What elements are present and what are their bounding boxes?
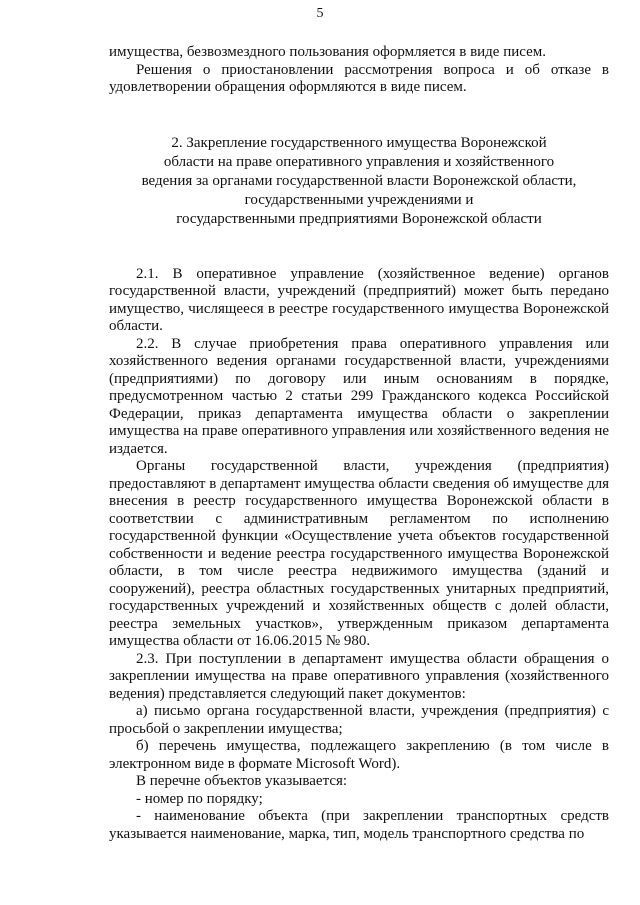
section-heading-line: 2. Закрепление государственного имущества Воронежской — [171, 134, 547, 151]
paragraph-refusal-decisions: Решения о приостановлении рассмотрения вопроса и об отказе в удовлетворении обращения оформляются в виде писем. — [109, 61, 609, 95]
clause-2-1: 2.1. В оперативное управление (хозяйственное ведение) органов государственной власти, учреждений (предприятий) может быть передано имущество, числящееся в реестре государственного имущества Воронежской области. — [109, 265, 609, 334]
document-body — [109, 44, 609, 843]
section-heading-line: области на праве оперативного управления и хозяйственного — [163, 153, 555, 170]
section-heading-line: ведения за органами государственной власти Воронежской области, — [141, 172, 577, 189]
list-item-number: - номер по порядку; — [136, 790, 263, 807]
clause-2-2: 2.2. В случае приобретения права оперативного управления или хозяйственного ведения органами государственной власти, учреждениями (предприятиями) по договору или иным основаниям в порядке, предусмотренном частью 2 статьи 299 Гражданского кодекса Российской Федерации, приказ департамента имущества области о закреплении имущества на праве оперативного управления или хозяйственного ведения не издается. — [109, 335, 609, 457]
paragraph-continuation: имущества, безвозмездного пользования оформляется в виде писем. — [109, 44, 547, 60]
section-heading — [109, 134, 609, 229]
list-intro: В перечне объектов указывается: — [136, 773, 348, 789]
page-number: 5 — [316, 6, 324, 21]
section-heading-line: государственными предприятиями Воронежской области — [176, 210, 542, 227]
item-a-letter: а) письмо органа государственной власти, учреждения (предприятия) с просьбой о закреплении имущества; — [109, 703, 609, 737]
list-item-name: - наименование объекта (при закреплении транспортных средств указывается наименование, марка, тип, модель транспортного средства по — [109, 808, 609, 842]
paragraph-organs-provide: Органы государственной власти, учреждения (предприятия) предоставляют в департамент имущества области сведения об имуществе для внесения в реестр государственного имущества Воронежской области в соответствии с административным регламентом по исполнению государственной функции «Осуществление учета объектов государственной собственности и ведение реестра государственного имущества Воронежской области, в том числе реестра недвижимого имущества (зданий и сооружений), реестра областных государственных унитарных предприятий, государственных учреждений и хозяйственных обществ с долей области, реестра земельных участков», утвержденным приказом департамента имущества области от 16.06.2015 № 980. — [109, 458, 609, 649]
item-b-list: б) перечень имущества, подлежащего закреплению (в том числе в электронном виде в формате Microsoft Word). — [109, 738, 609, 772]
section-heading-line: государственными учреждениями и — [244, 191, 474, 208]
clause-2-3: 2.3. При поступлении в департамент имущества области обращения о закреплении имущества на праве оперативного управления (хозяйственного ведения) представляется следующий пакет документов: — [109, 650, 609, 702]
